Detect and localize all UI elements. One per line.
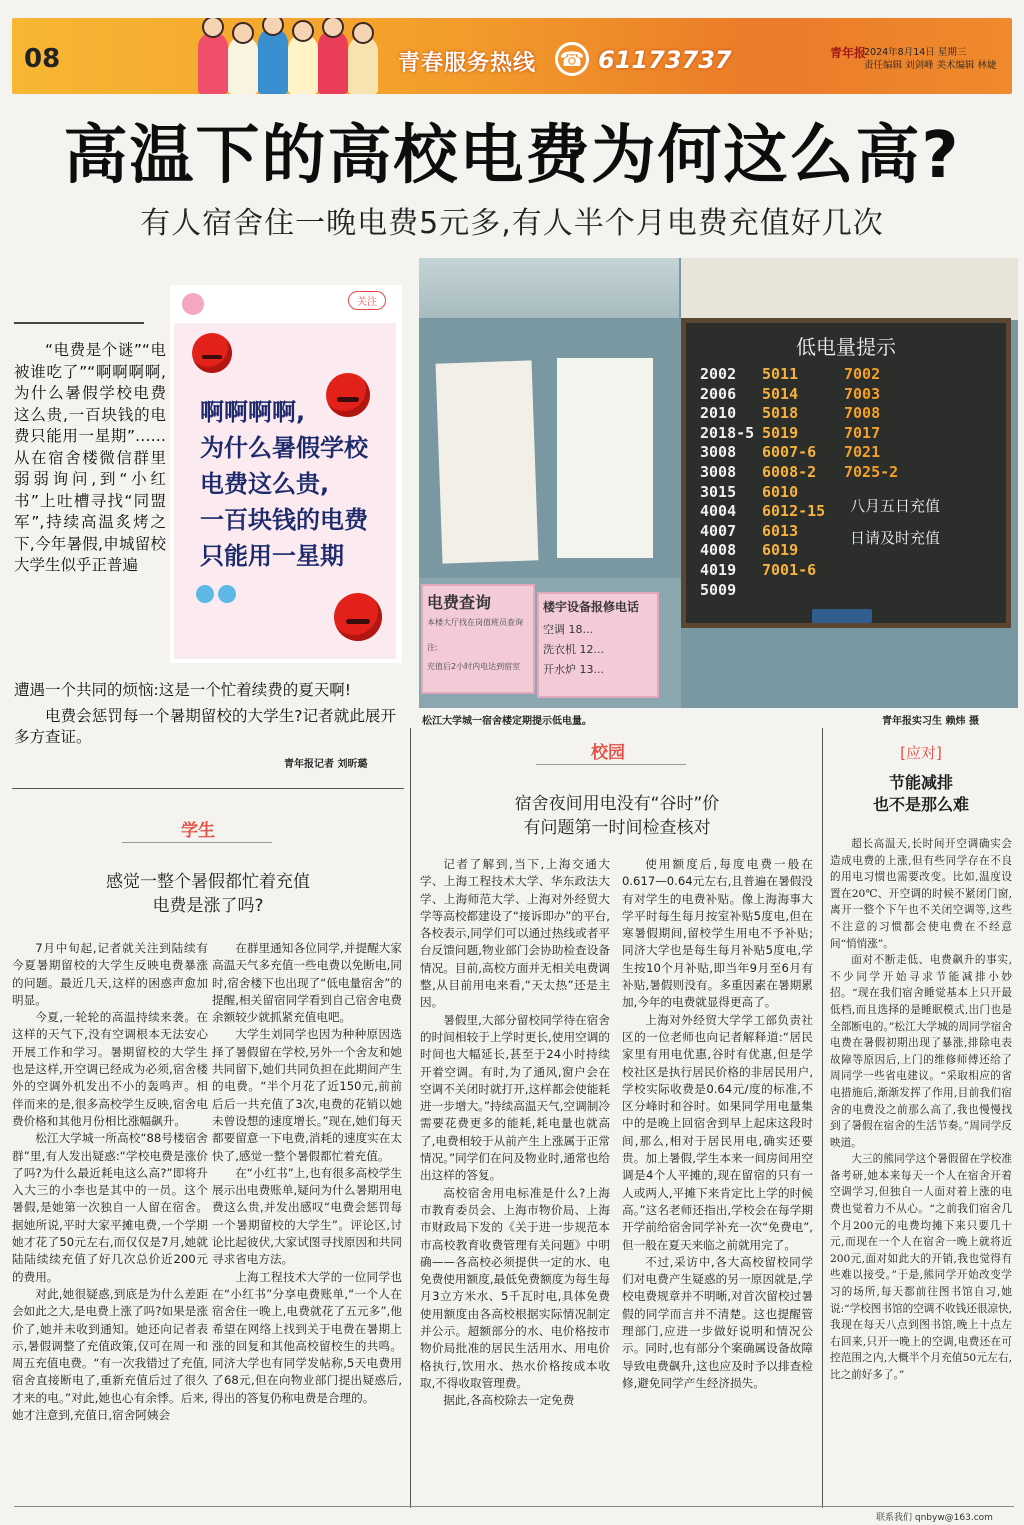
post-line-3: 电费这么贵, (200, 470, 330, 498)
board-entry: 7003 (844, 384, 881, 403)
sign2-line2: 洗衣机 12... (543, 643, 604, 656)
section-tag-campus: 校园 (591, 743, 625, 763)
board-entry: 7021 (844, 443, 881, 462)
post-line-2: 为什么暑假学校 (200, 434, 368, 462)
post-line-4: 一百块钱的电费 (200, 506, 368, 534)
sign1-line3: 充值后2小时内电达到宿室 (427, 662, 521, 671)
crying-emoji-icon (218, 585, 236, 603)
paragraph: 使用额度后,每度电费一般在0.617—0.64元左右,且普遍在暑假没有对学生的电费补贴。像上海海事大学平时每生每月按室补贴5度电,但在寒暑假期间,留校学生用电不予补贴;同济大学也是每生每月补贴5度电,学生按10个月补贴,即当年9月至6月有补贴,暑假则没有。多重因素在暑期累加,今年的电费就显得更高了。 (622, 857, 813, 1010)
sign2-title: 楼宇设备报修电话 (543, 600, 640, 614)
board-entry: 7002 (844, 365, 881, 383)
heading-line-1: 节能减排 (888, 773, 953, 792)
phone-icon: ☎ (555, 42, 589, 76)
footer-rule (14, 1506, 1014, 1507)
board-entry: 5014 (762, 384, 799, 403)
sign2-line3: 开水炉 13... (543, 663, 604, 676)
paragraph: 记者了解到,当下,上海交通大学、上海工程技术大学、华东政法大学、上海师范大学、上海对外经贸大学等高校都建设了“接诉即办”的平台,各校表示,同学们可以通过热线或者平台反馈问题,物业部门会协助检查设备情况。目前,高校方面并无相关电费调整,从目前用电来看,“天太热”还是主因。 (420, 857, 610, 1010)
dateline (864, 46, 997, 72)
lead-paragraph-2: 电费会惩罚每一个暑期留校的大学生?记者就此展开多方查证。 (14, 706, 396, 746)
board-entry: 5018 (762, 404, 799, 423)
board-entry: 4004 (700, 502, 737, 521)
headline-title: 高温下的高校电费为何这么高? (63, 119, 961, 193)
paragraph: 大学生刘同学也因为种种原因选择了暑假留在学校,另外一个舍友和她共同留下,她们共同负担在此期间产生的电费。“半个月花了近150元,前前后后一共充值了3次,电费的花销以她未曾设想的速度增长。”现在,她们每天都要留意一下电费,消耗的速度实在太快了,感觉一整个暑假都忙着充值。 (212, 1027, 402, 1163)
board-entry: 2018-5 (700, 423, 755, 442)
crying-emoji-icon (196, 585, 214, 603)
lead-paragraph-narrow: “电费是个谜”“电被谁吃了”“啊啊啊啊,为什么暑假学校电费这么贵,一百块钱的电费只能用一星期”……从在宿舍楼微信群里弱弱询问,到“小红书”上吐槽寻找“同盟军”,持续高温炙烤之下,今年暑假,申城留校大学生似乎正普遍 (14, 341, 166, 574)
post-line-1: 啊啊啊啊, (200, 398, 306, 426)
photo-wall (681, 258, 1018, 320)
board-entry: 4008 (700, 541, 737, 560)
heading-line-1: 感觉一整个暑假都忙着充值 (106, 872, 310, 892)
board-column-3 (844, 365, 898, 483)
paragraph: 上海对外经贸大学学工部负责社区的一位老师也向记者解释道:“居民家里有用电优惠,谷时有优惠,但是学校社区是执行居民价格的非居民用户,学校实际收费是0.64元/度的标准,不区分峰时和谷时。如果同学用电量集中的是晚上回宿舍到早上起床这段时间,那么,相对于居民用电,确实还要贵。加上暑假,学生本来一间房间用空调是4个人平摊的,现在留宿的只有一人或两人,平摊下来肯定比上学的时候高。”这名老师还指出,学校会在每学期开学前给宿舍同学补充一次“免费电”,但一般在夏天来临之前就用完了。 (622, 1012, 813, 1252)
paragraph: 据此,各高校除去一定免费 (443, 1393, 575, 1408)
hotline-label: 青春服务热线 (398, 51, 537, 76)
paragraph: 大三的熊同学这个暑假留在学校准备考研,她本来每天一个人在宿舍开着空调学习,但独自一人面对着上涨的电费也觉着力不从心。“之前我们宿舍几个月200元的电费均摊下来只要几十元,而现在一个人在宿舍一晚上就将近200元,面对如此大的开销,我也觉得有些难以接受。”于是,熊同学开始改变学习的场所,每天都前往图书馆自习,她说:“学校图书馆的空调不收钱还很凉快,我现在每天八点到图书馆,晚上十点左右回来,只开一晚上的空调,电费还在可控范围之内,大概半个月充值50元左右,比之前好多了。” (830, 1153, 1012, 1381)
article-column-2 (212, 940, 402, 1407)
board-title: 低电量提示 (796, 335, 896, 359)
angry-emoji-icon (192, 333, 232, 373)
sign2-line1: 空调 18... (543, 623, 593, 636)
notice-paper (436, 360, 539, 563)
board-entry: 6008-2 (762, 462, 817, 481)
board-entry: 5011 (762, 365, 799, 383)
sign1-title: 电费查询 (427, 593, 492, 612)
board-entry: 4019 (700, 560, 737, 579)
angry-emoji-icon (334, 593, 382, 641)
board-entry: 6019 (762, 541, 799, 560)
board-entry: 6012-15 (762, 502, 826, 521)
page-number: 08 (24, 44, 61, 74)
section-student-heading (12, 870, 404, 918)
paragraph: 松江大学城一所高校“88号楼宿舍群”里,有人发出疑惑:“学校电费是涨价了吗?为什么最近耗电这么高?”即将升入大三的小李也是其中的一员。这个暑假,是她第一次独自一人留在宿舍。据她所说,平时大家平摊电费,一个学期她才花了50元左右,而仅仅是7月,她就陆陆续续充值了好几次总价近200元的费用。 (12, 1131, 208, 1284)
tag-underline (122, 842, 272, 843)
lead-paragraph-wide: 遭遇一个共同的烦恼:这是一个忙着续费的夏天啊! (14, 681, 351, 699)
board-entry: 2002 (700, 365, 737, 383)
paragraph: 不过,采访中,各大高校留校同学们对电费产生疑惑的另一原因就是,学校电费规章并不明晰,对首次留校过暑假的同学而言并不清楚。这也提醒管理部门,应进一步做好说明和情况公示。同时,也有部分个案确属设备故障导致电费飙升,这也应及时予以排查检修,避免同学产生经济损失。 (622, 1254, 813, 1390)
paragraph: 在“小红书”上,也有很多高校学生展示出电费账单,疑问为什么暑期用电费这么贵,并发出感叹“电费会惩罚每一个暑期留校的大学生”。评论区,讨论比起彼伏,大家试图寻找原因和共同寻求省电方法。 (212, 1165, 402, 1267)
paragraph: 高校宿舍用电标准是什么?上海市教育委员会、上海市物价局、上海市财政局下发的《关于进一步规范本市高校教育收费管理有关问题》中明确——各高校必须提供一定的水、电免费使用额度,最低免费额度为每生每月3立方米水、5千瓦时电,具体免费使用额度由各高校根据实际情况制定并公示。超额部分的水、电价格按市物价局批准的居民生活用水、用电价格执行,饮用水、热水价格按成本收取,不得收取管理费。 (420, 1185, 610, 1390)
paragraph: 暑假里,大部分留校同学待在宿舍的时间相较于上学时更长,使用空调的时间也大幅延长,甚至于24小时持续开着空调。有时,为了通风,窗户会在空调不关闭时就打开,这样都会使能耗进一步增大。”持续高温天气,空调制冷需要花费更多的能耗,耗电量也就高了,电费相较于从前产生上涨属于正常情况。”同学们在问及物业时,通常也给出这样的答复。 (420, 1012, 610, 1183)
paragraph: 面对不断走低、电费飙升的事实,不少同学开始寻求节能减排小妙招。“现在我们宿舍睡觉基本上只开最低档,而且选择的是睡眠模式,出门也是全部断电的。”松江大学城的周同学宿舍电费在暑假初期出现了暴涨,排除电表故障等原因后,上门的维修师傅还给了周同学一些省电建议。“采取相应的省电措施后,渐渐发挥了作用,目前我们宿舍的电费没之前那么高了,我也慢慢找到了暑假在宿舍的生活节奏。”周同学反映道。 (830, 954, 1012, 1149)
section-response-heading (830, 772, 1012, 816)
hotline-number: 61173737 (598, 46, 732, 74)
photo-caption: 松江大学城一宿舍楼定期提示低电量。 (422, 716, 592, 727)
column-rule (410, 728, 411, 1508)
section-divider (12, 788, 404, 789)
board-entry: 4007 (700, 521, 737, 540)
paragraph: 7月中旬起,记者就关注到陆续有今夏暑期留校的大学生反映电费暴涨的问题。最近几天,这样的困惑声愈加明显。 (12, 941, 208, 1007)
avatar (182, 293, 204, 315)
column-rule (822, 728, 823, 1508)
post-card (174, 323, 396, 659)
heading-line-2: 电费是涨了吗? (152, 896, 264, 916)
social-post-image (170, 285, 402, 663)
photo-background-poster (419, 258, 679, 318)
lead-divider (14, 322, 144, 324)
section-tag-response: [应对] (900, 744, 942, 762)
board-entry: 3008 (700, 443, 737, 462)
article-column-4 (622, 856, 813, 1392)
board-entry: 7025-2 (844, 462, 899, 481)
board-note-1: 八月五日充值 (850, 497, 941, 515)
board-entry: 5009 (700, 580, 737, 599)
paragraph: 上海工程技术大学的一位同学也在“小红书”分享电费账单,“一个人在宿舍住一晚上,电费就花了五元多”,他希望在网络上找到关于电费在暑期上涨的回复和其他高校留校生的共鸣。同济大学也有同学发帖称,5天电费用了68元,但在向物业部门提出疑惑后,得出的答复仍称电费是合理的。 (212, 1269, 402, 1405)
heading-line-2: 有问题第一时间检查核对 (523, 818, 711, 838)
board-entry: 7008 (844, 404, 881, 423)
angry-emoji-icon (326, 373, 370, 417)
section-tag-student: 学生 (181, 821, 215, 841)
paragraph: 超长高温天,长时间开空调确实会造成电费的上涨,但有些同学存在不良的用电习惯也需要改变。比如,温度设置在20℃、开空调的时候不紧闭门窗,离开一整个下午也不关闭空调等,这些不注意的习惯都会使电费在不经意间“悄悄涨”。 (830, 838, 1012, 950)
editors: 责任编辑 刘剑峰 美术编辑 林婕 (864, 60, 997, 71)
heading-line-2: 也不是那么难 (872, 795, 969, 814)
article-column-5 (830, 836, 1012, 1384)
sign1-line1: 本楼大厅找在岗值班员查询 (427, 618, 523, 627)
footer-contact: 联系我们 qnbyw@163.com (876, 1513, 993, 1523)
board-entry: 7001-6 (762, 560, 817, 579)
newspaper-logo: 青年报 (830, 46, 867, 60)
electricity-query-sign (421, 584, 535, 694)
issue-date: 2024年8月14日 星期三 (864, 47, 967, 58)
board-entry: 2010 (700, 404, 737, 423)
blackboard (681, 318, 1011, 628)
lead-text-wide (14, 680, 396, 749)
board-entry: 3015 (700, 482, 737, 501)
board-column-2 (762, 365, 825, 581)
board-entry: 6010 (762, 482, 799, 501)
post-line-5: 只能用一星期 (200, 542, 344, 570)
paragraph: 对此,她很疑惑,到底是为什么差距会如此之大,是电费上涨了吗?如果是涨价了,她并未收到通知。她还向记者表示,暑假调整了充值政策,仅可在周一和周五充值电费。“有一次我错过了充值,宿舍直接断电了,重新充值后过了很久才来的电。”对此,她也心有余悸。后来,她才注意到,充值日,宿舍阿姨会 (12, 1286, 208, 1423)
follow-button: 关注 (348, 291, 386, 310)
board-entry: 3008 (700, 462, 737, 481)
article-column-1 (12, 940, 208, 1424)
board-entry: 2006 (700, 384, 737, 403)
lead-text (14, 340, 166, 577)
sign1-line2: 注: (427, 643, 438, 652)
headline-subtitle: 有人宿舍住一晚电费5元多,有人半个月电费充值好几次 (140, 206, 884, 241)
board-entry: 6007-6 (762, 443, 817, 462)
board-column-1 (700, 365, 754, 600)
board-note-2: 日请及时充值 (850, 529, 941, 547)
board-entry: 6013 (762, 521, 799, 540)
tag-underline (536, 764, 686, 765)
repair-form-paper (557, 358, 653, 558)
paragraph: 在群里通知各位同学,并提醒大家高温天气多充值一些电费以免断电,同时,宿舍楼下也出现了“低电量宿舍”的提醒,相关留宿同学看到自己宿舍电费余额较少就抓紧充值电吧。 (212, 941, 402, 1025)
lead-byline: 青年报记者 刘昕璐 (284, 759, 368, 770)
article-column-3 (420, 856, 610, 1410)
blackboard-eraser (812, 609, 872, 623)
board-entry: 7017 (844, 423, 881, 442)
section-campus-heading (418, 792, 816, 840)
board-entry: 5019 (762, 423, 799, 442)
repair-phone-sign (537, 592, 659, 698)
paragraph: 今夏,一轮轮的高温持续来袭。在这样的天气下,没有空调根本无法安心开展工作和学习。暑期留校的大学生也是这样,开空调已经成为必须,宿舍楼外的空调外机发出不小的轰鸣声。相伴而来的是,很多高校学生反映,宿舍电费价格和其他月份相比涨幅飙升。 (12, 1010, 208, 1128)
photo-credit: 青年报实习生 赖炜 摄 (882, 716, 979, 727)
news-photo (419, 258, 1018, 708)
heading-line-1: 宿舍夜间用电没有“谷时”价 (514, 794, 720, 814)
